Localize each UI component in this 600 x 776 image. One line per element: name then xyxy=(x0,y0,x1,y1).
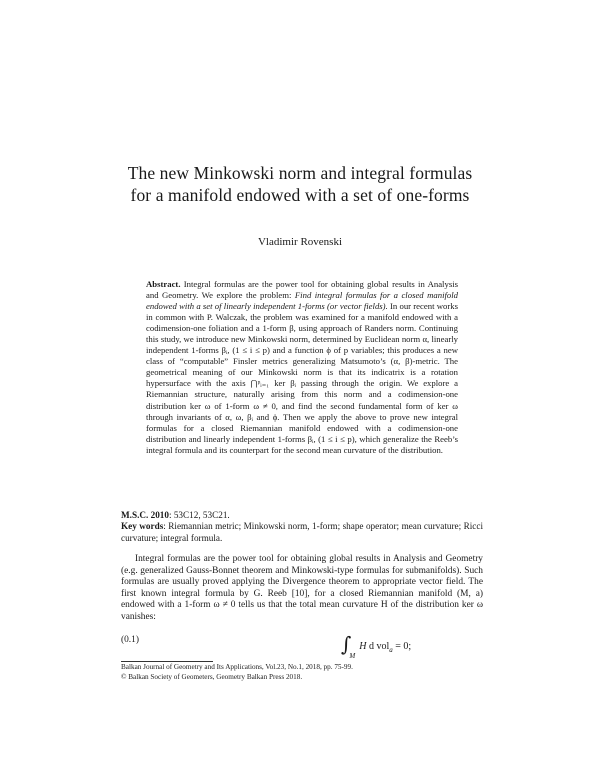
title-line-2: for a manifold endowed with a set of one-forms xyxy=(130,185,470,205)
introduction-paragraph: Integral formulas are the power tool for obtaining global results in Analysis and Geometry (e.g. generalized Gauss-Bonnet theorem and Minkowski-type formulas for submanifolds). Such formulas are usually proved applying the Divergence theorem to appropriate vector field. The first known integral formula by G. Reeb [10], for a closed Riemannian manifold (M, a) endowed with a 1-form ω ≠ 0 tells us that the total mean curvature H of the distribution ker ω vanishes: xyxy=(121,554,483,622)
equation-body xyxy=(341,630,412,660)
abstract-problem-statement: Find integral formulas for a closed manifold endowed with a set of linearly independent 1-forms (or vector fields). xyxy=(146,290,458,312)
title-line-1: The new Minkowski norm and integral formulas xyxy=(127,163,473,183)
measure-subscript: a xyxy=(389,646,393,654)
equation-number: (0.1) xyxy=(121,635,139,645)
paper-title xyxy=(80,162,520,206)
msc-value: : 53C12, 53C21. xyxy=(168,510,230,520)
integral-domain: M xyxy=(349,652,356,660)
msc-line xyxy=(121,510,483,521)
footnote-rule xyxy=(121,661,213,662)
journal-footer xyxy=(121,663,483,682)
keywords-line xyxy=(121,521,483,544)
copyright-line: © Balkan Society of Geometers, Geometry Balkan Press 2018. xyxy=(121,672,303,681)
author-name: Vladimir Rovenski xyxy=(257,236,343,248)
equation-0-1 xyxy=(121,630,483,660)
integral-sign: ∫ xyxy=(341,632,352,656)
keywords-value: : Riemannian metric; Minkowski norm, 1-form; shape operator; mean curvature; Ricci curvature; integral formula. xyxy=(121,521,483,543)
abstract-label: Abstract. xyxy=(146,279,181,289)
equation-rhs: = 0; xyxy=(392,641,412,652)
classification-block xyxy=(121,510,483,544)
abstract-text-1: Integral formulas are the power tool for obtaining global results in Analysis and Geometry. We explore the problem: xyxy=(146,279,458,301)
abstract xyxy=(146,279,458,456)
msc-label: M.S.C. 2010 xyxy=(121,510,169,520)
journal-citation: Balkan Journal of Geometry and Its Applications, Vol.23, No.1, 2018, pp. 75-99. xyxy=(121,663,353,671)
integrand: H xyxy=(359,641,367,652)
keywords-label: Key words xyxy=(121,521,164,532)
measure: d vol xyxy=(366,641,390,652)
abstract-text-2: In our recent works in common with P. Walczak, the problem was examined for a manifold endowed with a codimension-one foliation and a 1-form β, using approach of Randers norm. Continuing this study, we introduce new Minkowski norm, determined by Euclidean norm α, linearly independent 1-forms βᵢ, (1 ≤ i ≤ p) and a function ϕ of p variables; this produces a new class of “computable” Finsler metrics generalizing Matsumoto’s (α, β)-metric. The geometrical meaning of our Minkowski norm is that its indicatrix is a rotation hypersurface with the axis ⋂ᵖᵢ₌₁ ker βᵢ passing through the origin. We explore a Riemannian structure, naturally arising from this norm and a codimension-one distribution ker ω of 1-form ω ≠ 0, and find the second fundamental form of ker ω through invariants of α, ω, βᵢ and ϕ. Then we apply the above to prove new integral formulas for a closed Riemannian manifold endowed with a codimension-one distribution and linearly independent 1-forms βᵢ, (1 ≤ i ≤ p), which generalize the Reeb’s integral formula and its counterpart for the second mean curvature of the distribution. xyxy=(146,301,458,455)
